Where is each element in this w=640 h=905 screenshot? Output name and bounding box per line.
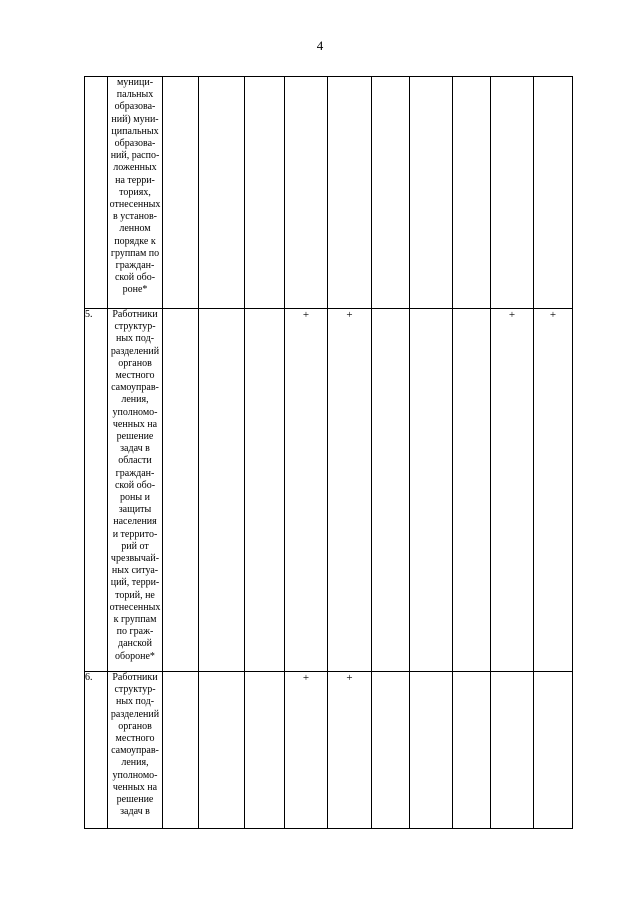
mark-cell (245, 309, 285, 672)
mark-cell (491, 672, 534, 829)
description-line: области (118, 455, 152, 467)
description-line: роне* (122, 284, 148, 296)
row-description-cell (108, 77, 163, 309)
mark-cell (534, 672, 573, 829)
description-line: образова- (114, 138, 156, 150)
description-line: структур- (114, 684, 156, 696)
description-line: задач в (120, 806, 150, 818)
description-line: ской обо- (114, 272, 156, 284)
mark-cell: + (285, 672, 328, 829)
description-line: структур- (114, 321, 156, 333)
table-body (85, 77, 573, 829)
description-line: данской (117, 638, 153, 650)
mark-cell (245, 672, 285, 829)
mark-cell (534, 77, 573, 309)
description-line: граждан- (115, 467, 155, 479)
description-line: местного (115, 733, 155, 745)
requirements-table (84, 76, 573, 829)
description-line: ных ситуа- (111, 565, 159, 577)
description-line: Работники (112, 672, 158, 683)
description-line: самоуправ- (111, 745, 159, 757)
description-line: самоуправ- (111, 382, 159, 394)
description-line: отнесенных (109, 601, 161, 613)
table-row (85, 77, 573, 309)
description-line: решение (116, 431, 154, 443)
description-line: защиты (118, 504, 152, 516)
description-line: торий, не (115, 589, 155, 601)
description-line: чрезвычай- (110, 553, 160, 565)
mark-cell: + (285, 309, 328, 672)
description-line: ления, (121, 394, 149, 406)
description-line: на терри- (115, 174, 155, 186)
row-description-cell (108, 309, 163, 672)
description-line: ложенных (113, 162, 157, 174)
mark-cell (199, 77, 245, 309)
description-line: группам по (110, 247, 160, 259)
row-number-cell (85, 77, 108, 309)
description-line: разделений (110, 708, 160, 720)
description-line: Работники (112, 309, 158, 320)
description-line: ных под- (115, 696, 155, 708)
mark-cell (453, 672, 491, 829)
description-line: отнесенных (109, 199, 161, 211)
description-line: роны и (120, 492, 150, 504)
description-line: ций, терри- (110, 577, 160, 589)
mark-cell (491, 77, 534, 309)
description-line: рий от (121, 540, 149, 552)
description-line: органов (118, 357, 152, 369)
description-line: ления, (121, 757, 149, 769)
description-line: ториях, (119, 186, 151, 198)
mark-cell (163, 672, 199, 829)
table-row (85, 309, 573, 672)
description-line: ченных на (112, 418, 158, 430)
mark-cell (285, 77, 328, 309)
row-number-cell: 6. (85, 672, 108, 829)
mark-cell: + (328, 672, 372, 829)
description-line: и террито- (112, 528, 158, 540)
mark-cell (410, 309, 453, 672)
description-line: органов (118, 720, 152, 732)
mark-cell (163, 77, 199, 309)
mark-cell (372, 309, 410, 672)
description-line: образова- (114, 101, 156, 113)
mark-cell (453, 309, 491, 672)
description-line: ний) муни- (111, 113, 159, 125)
description-line: обороне* (115, 650, 155, 662)
description-line: ципальных (111, 125, 159, 137)
description-line: решение (116, 794, 154, 806)
description-line: ленном (119, 223, 151, 235)
description-line: населения (113, 516, 157, 528)
mark-cell (410, 672, 453, 829)
mark-cell (199, 309, 245, 672)
row-number-cell: 5. (85, 309, 108, 672)
description-line: ченных на (112, 781, 158, 793)
mark-cell: + (534, 309, 573, 672)
description-line: пальных (116, 89, 154, 101)
mark-cell (199, 672, 245, 829)
description-line: задач в (120, 443, 150, 455)
description-line: порядке к (114, 235, 156, 247)
description-line: к группам (113, 614, 157, 626)
mark-cell: + (491, 309, 534, 672)
description-line: ных под- (115, 333, 155, 345)
description-line: уполномо- (112, 769, 158, 781)
mark-cell (163, 309, 199, 672)
description-line: ний, распо- (110, 150, 160, 162)
mark-cell (372, 77, 410, 309)
mark-cell: + (328, 309, 372, 672)
description-line: местного (115, 370, 155, 382)
description-line: уполномо- (112, 406, 158, 418)
mark-cell (328, 77, 372, 309)
description-line: в установ- (113, 211, 157, 223)
page-number: 4 (316, 38, 324, 53)
table-row (85, 672, 573, 829)
mark-cell (372, 672, 410, 829)
mark-cell (245, 77, 285, 309)
description-line: ской обо- (114, 479, 156, 491)
mark-cell (453, 77, 491, 309)
row-description-cell (108, 672, 163, 829)
description-line: по граж- (116, 626, 154, 638)
mark-cell (410, 77, 453, 309)
description-line: разделений (110, 345, 160, 357)
description-line: муници- (116, 77, 154, 88)
description-line: граждан- (115, 260, 155, 272)
